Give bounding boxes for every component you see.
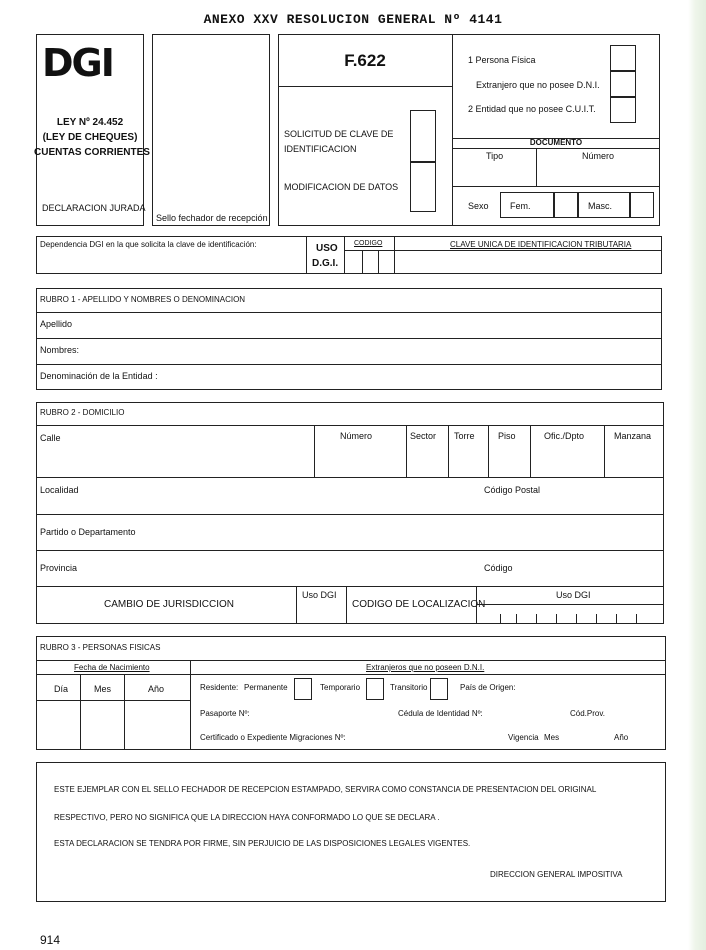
signature-label: DIRECCION GENERAL IMPOSITIVA [490,870,623,879]
temporario-checkbox[interactable] [366,678,384,700]
notice-box [36,762,666,902]
rubro2-title: RUBRO 2 - DOMICILIO [40,408,125,417]
transitorio-label: Transitorio [390,683,428,692]
fem-label: Fem. [510,201,531,211]
calle-label: Calle [40,433,61,443]
vigencia-mes-label: Mes [544,733,560,742]
localidad-label: Localidad [40,485,79,495]
page-number: 914 [40,933,61,947]
uso-dgi-2-label: Uso DGI [556,590,591,600]
manzana-label: Manzana [614,431,652,441]
mes-label: Mes [94,684,112,694]
extranjero-checkbox[interactable] [610,71,636,97]
dgi-logo: DGI [42,41,113,85]
tipo-label: Tipo [486,151,504,161]
page-edge-tint [688,0,706,950]
codigo-label: Código [484,563,513,573]
law-line-1: LEY Nº 24.452 [56,117,124,128]
identificacion-label: IDENTIFICACION [284,144,357,154]
pais-origen-label: País de Origen: [460,683,516,692]
extranjeros-label: Extranjeros que no poseen D.N.I. [366,663,485,672]
law-line-2: (LEY DE CHEQUES) [42,132,138,143]
notice-line-1: ESTE EJEMPLAR CON EL SELLO FECHADOR DE RECEPCION ESTAMPADO, SERVIRA COMO CONSTANCIA DE PRESENTACION DEL ORIGINAL [54,785,597,794]
numero-label: Número [340,431,373,441]
cambio-jurisdiccion-label: CAMBIO DE JURISDICCION [104,599,235,610]
vigencia-anio-label: Año [614,733,629,742]
notice-line-3: ESTA DECLARACION SE TENDRA POR FIRME, SIN PERJUICIO DE LAS DISPOSICIONES LEGALES VIGENTES. [54,839,471,848]
torre-label: Torre [454,431,475,441]
pasaporte-label: Pasaporte Nº: [200,709,250,718]
sector-label: Sector [410,431,437,441]
uso-dgi-1-label: Uso DGI [302,590,337,600]
permanente-checkbox[interactable] [294,678,312,700]
sexo-label: Sexo [468,201,489,211]
fecha-nacimiento-label: Fecha de Nacimiento [74,663,150,672]
sello-label: Sello fechador de recepción [156,213,268,223]
transitorio-checkbox[interactable] [430,678,448,700]
permanente-label: Permanente [244,683,288,692]
codigo-localizacion-label: CODIGO DE LOCALIZACION [352,599,486,610]
notice-line-2: RESPECTIVO, PERO NO SIGNIFICA QUE LA DIRECCION HAYA CONFORMADO LO QUE SE DECLARA . [54,813,440,822]
rubro1-title: RUBRO 1 - APELLIDO Y NOMBRES O DENOMINACION [40,295,246,304]
codigo-postal-label: Código Postal [484,485,541,495]
persona-fisica-checkbox[interactable] [610,45,636,71]
page-title: ANEXO XXV RESOLUCION GENERAL Nº 4141 [203,12,503,27]
sello-box [152,34,270,226]
cuit-label: CLAVE UNICA DE IDENTIFICACION TRIBUTARIA [450,240,632,249]
modificacion-checkbox[interactable] [410,162,436,212]
entidad-checkbox[interactable] [610,97,636,123]
masc-checkbox[interactable] [630,192,654,218]
uso-label: USO [316,243,338,254]
dependencia-label: Dependencia DGI en la que solicita la clave de identificación: [40,240,257,249]
vigencia-label: Vigencia [508,733,539,742]
form-number: F.622 [344,51,386,70]
persona-fisica-label: 1 Persona Física [468,55,536,65]
rubro3-section [36,636,666,750]
entidad-label: 2 Entidad que no posee C.U.I.T. [468,104,596,114]
law-line-3: CUENTAS CORRIENTES [34,147,150,158]
fem-checkbox[interactable] [554,192,578,218]
extranjero-label: Extranjero que no posee D.N.I. [476,80,600,90]
provincia-label: Provincia [40,563,78,573]
piso-label: Piso [498,431,516,441]
anio-label: Año [148,684,165,694]
ofic-label: Ofic./Dpto [544,431,585,441]
masc-label: Masc. [588,201,613,211]
solicitud-checkbox[interactable] [410,110,436,162]
denominacion-label: Denominación de la Entidad : [40,371,158,381]
solicitud-label: SOLICITUD DE CLAVE DE [284,129,394,139]
codigo-dep-label: CODIGO [354,240,383,247]
rubro3-title: RUBRO 3 - PERSONAS FISICAS [40,643,161,652]
temporario-label: Temporario [320,683,361,692]
numero-doc-label: Número [582,151,615,161]
cod-prov-label: Cód.Prov. [570,709,605,718]
nombres-label: Nombres: [40,345,80,355]
certificado-label: Certificado o Expediente Migraciones Nº: [200,733,346,742]
declaracion-jurada-label: DECLARACION JURADA [42,203,146,213]
residente-label: Residente: [200,683,239,692]
cedula-label: Cédula de Identidad Nº: [398,709,483,718]
dgi-label: D.G.I. [312,258,339,269]
apellido-label: Apellido [40,319,73,329]
partido-label: Partido o Departamento [40,527,136,537]
documento-header: DOCUMENTO [529,138,583,147]
modificacion-label: MODIFICACION DE DATOS [284,182,399,192]
dia-label: Día [54,684,69,694]
